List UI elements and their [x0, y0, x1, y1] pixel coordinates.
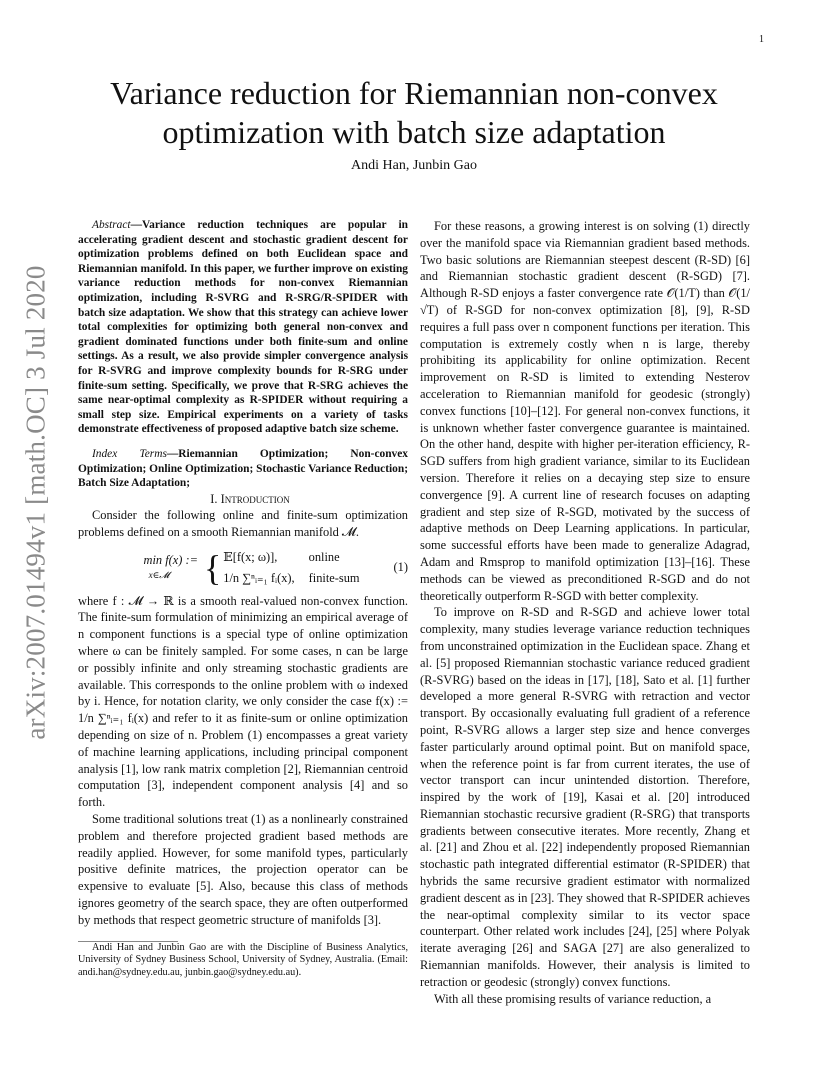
section-heading-introduction [78, 491, 408, 508]
equation-cases [223, 549, 359, 587]
page-number: 1 [759, 34, 764, 45]
equation-lhs [78, 552, 202, 584]
case-online-expr: 𝔼[f(x; ω)], [223, 550, 278, 565]
equation-brace: { [204, 547, 222, 588]
title-line-1: Variance reduction for Riemannian non-convex [110, 75, 718, 111]
case-online-label: online [308, 550, 340, 565]
intro-paragraph-3: Some traditional solutions treat (1) as a nonlinearly constrained problem and therefore projected gradient based methods are readily applied. However, for some manifold types, particularly positive definite matrices, the projection operator can be expensive to evaluate [5]. Also, because this class of methods ignores geometry of the search space, they are often outperformed by methods that respect geometric structure of manifolds [3]. [78, 812, 408, 927]
equation-lhs-text: min f(x) := [143, 553, 198, 568]
equation-lhs-sub: x∈𝓜 [148, 569, 170, 580]
right-column [420, 218, 750, 1007]
intro-paragraph-2: where f : 𝓜 → ℝ is a smooth real-valued non-convex function. The finite-sum formulation of minimizing an empirical average of n component functions is a special type of online optimization where ω can be finitely sampled. For some cases, n can be large or possibly infinite and only streaming stochastic gradients are available. This corresponds to the online problem with ω indexed by i. Hence, for notation clarity, we only consider the case f(x) := 1/n ∑ⁿᵢ₌₁ fᵢ(x) and refer to it as finite-sum or online optimization depending on size of n. Problem (1) encompasses a great variety of machine learning applications, including principal component analysis [1], low rank matrix completion [2], Riemannian centroid computation [3], independent component analysis [4] and so forth. [78, 593, 408, 810]
equation-number: (1) [393, 560, 408, 575]
equation-1 [78, 549, 408, 587]
index-terms [78, 447, 408, 491]
section-number: I. [210, 491, 218, 506]
right-paragraph-2: To improve on R-SD and R-SGD and achieve lower total complexity, many studies leverage variance reduction techniques from unconstrained optimization in the Euclidean space. Zhang et al. [5] proposed Riemannian stochastic variance reduced gradient (R-SVRG) based on the ideas in [17], [18], Sato et al. [1] further developed a more general R-SVRG with retraction and vector transport. By occasionally evaluating full gradient of a reference point, R-SVRG allows a larger step size and hence converges faster particularly around optimal point. But on manifold space, when the reference point is far from current iterates, the use of vector transport can incur unintended distortion. Therefore, inspired by the work of [19], Kasai et al. [20] introduced Riemannian stochastic recursive gradient (R-SRG) that transports gradients between consecutive iterates. More recently, Zhang et al. [21] and Zhou et al. [22] independently proposed Riemannian stochastic path integrated differential estimator (R-SPIDER) that hybrids the same recursive gradient estimator with normalized gradient descent as in [23]. They showed that R-SPIDER achieves the near-optimal complexity similar to its vector space counterpart. Other related work includes [24], [25] where Polyak iterate averaging [26] and SAGA [27] are also generalized to Riemannian manifolds. However, their analysis is limited to retraction or geodesic (strongly) convex functions. [420, 605, 750, 989]
author-footnote: Andi Han and Junbin Gao are with the Discipline of Business Analytics, University of Sydney Business School, University of Sydney, Australia. (Email: andi.han@sydney.edu.au, junbin.gao@sydney.edu.au). [78, 941, 408, 979]
title-line-2: optimization with batch size adaptation [162, 114, 666, 150]
right-paragraph-3: With all these promising results of variance reduction, a [434, 991, 712, 1006]
arxiv-stamp-text: arXiv:2007.01494v1 [math.OC] 3 Jul 2020 [20, 264, 51, 740]
authors: Andi Han, Junbin Gao [351, 158, 477, 173]
right-paragraph-1: For these reasons, a growing interest is on solving (1) directly over the manifold space via Riemannian gradient based methods. Two basic solutions are Riemannian steepest descent (R-SD) [6] and Riemannian stochastic gradient descent (R-SGD) [7]. Although R-SD enjoys a faster convergence rate 𝒪(1/T) than 𝒪(1/√T) of R-SGD for non-convex optimization [8], [9], R-SD requires a full pass over n component functions per iteration. This computation is extremely costly when n is large, thereby prohibiting its applicability for online optimization. Recent improvement on R-SD is limited to extending Nesterov acceleration to Riemannian manifold for geodesic (strongly) convex functions [10]–[12]. For general non-convex functions, it is unknown whether faster convergence guarantee is maintained. On the other hand, despite with higher per-iteration efficiency, R-SGD suffers from high gradient variance, similar to its Euclidean version. Therefore it relies on a decaying step size to ensure convergence [9]. A current line of research focuses on adapting gradient and step size of R-SGD, motivated by the success of adaptive methods on Deep Learning applications. In particular, some successful efforts have been made to generalize Adagrad, Adam and Rmsprop to manifold optimization [13]–[16]. These methods can be viewed as preconditioned R-SGD and do not theoretically outperform R-SGD with better complexity. [420, 219, 750, 603]
abstract-lead: Abstract [92, 219, 131, 231]
index-terms-lead: Index Terms [92, 447, 167, 460]
abstract [78, 218, 408, 437]
case-finite-label: finite-sum [308, 570, 360, 585]
left-column [78, 218, 408, 980]
case-finite-expr: 1/n ∑ⁿᵢ₌₁ fᵢ(x), [223, 570, 295, 585]
abstract-text: —Variance reduction techniques are popular in accelerating gradient descent and stochastic gradient descent for optimization problems defined on both Euclidean space and Riemannian manifold. In this paper, we further improve on existing variance reduction methods for non-convex Riemannian optimization, including R-SVRG and R-SRG/R-SPIDER with batch size adaptation. We show that this strategy can achieve lower total complexities for optimizing both general non-convex and gradient dominated functions under both finite-sum and online settings. As a result, we also provide simpler convergence analysis for R-SVRG and improve complexity bounds for R-SRG under finite-sum setting. Specifically, we prove that R-SRG achieves the same near-optimal complexity as R-SPIDER without requiring a small step size. Empirical experiments on a variety of tasks demonstrate effectiveness of proposed adaptive batch size scheme. [78, 219, 408, 436]
arxiv-stamp [16, 264, 56, 740]
paper-title [80, 74, 748, 152]
intro-paragraph-1: Consider the following online and finite-sum optimization problems defined on a smooth Riemannian manifold 𝓜. [78, 508, 408, 540]
index-terms-text: —Riemannian Optimization; Non-convex Optimization; Online Optimization; Stochastic Variance Reduction; Batch Size Adaptation; [78, 447, 409, 490]
section-title: Introduction [220, 491, 290, 506]
